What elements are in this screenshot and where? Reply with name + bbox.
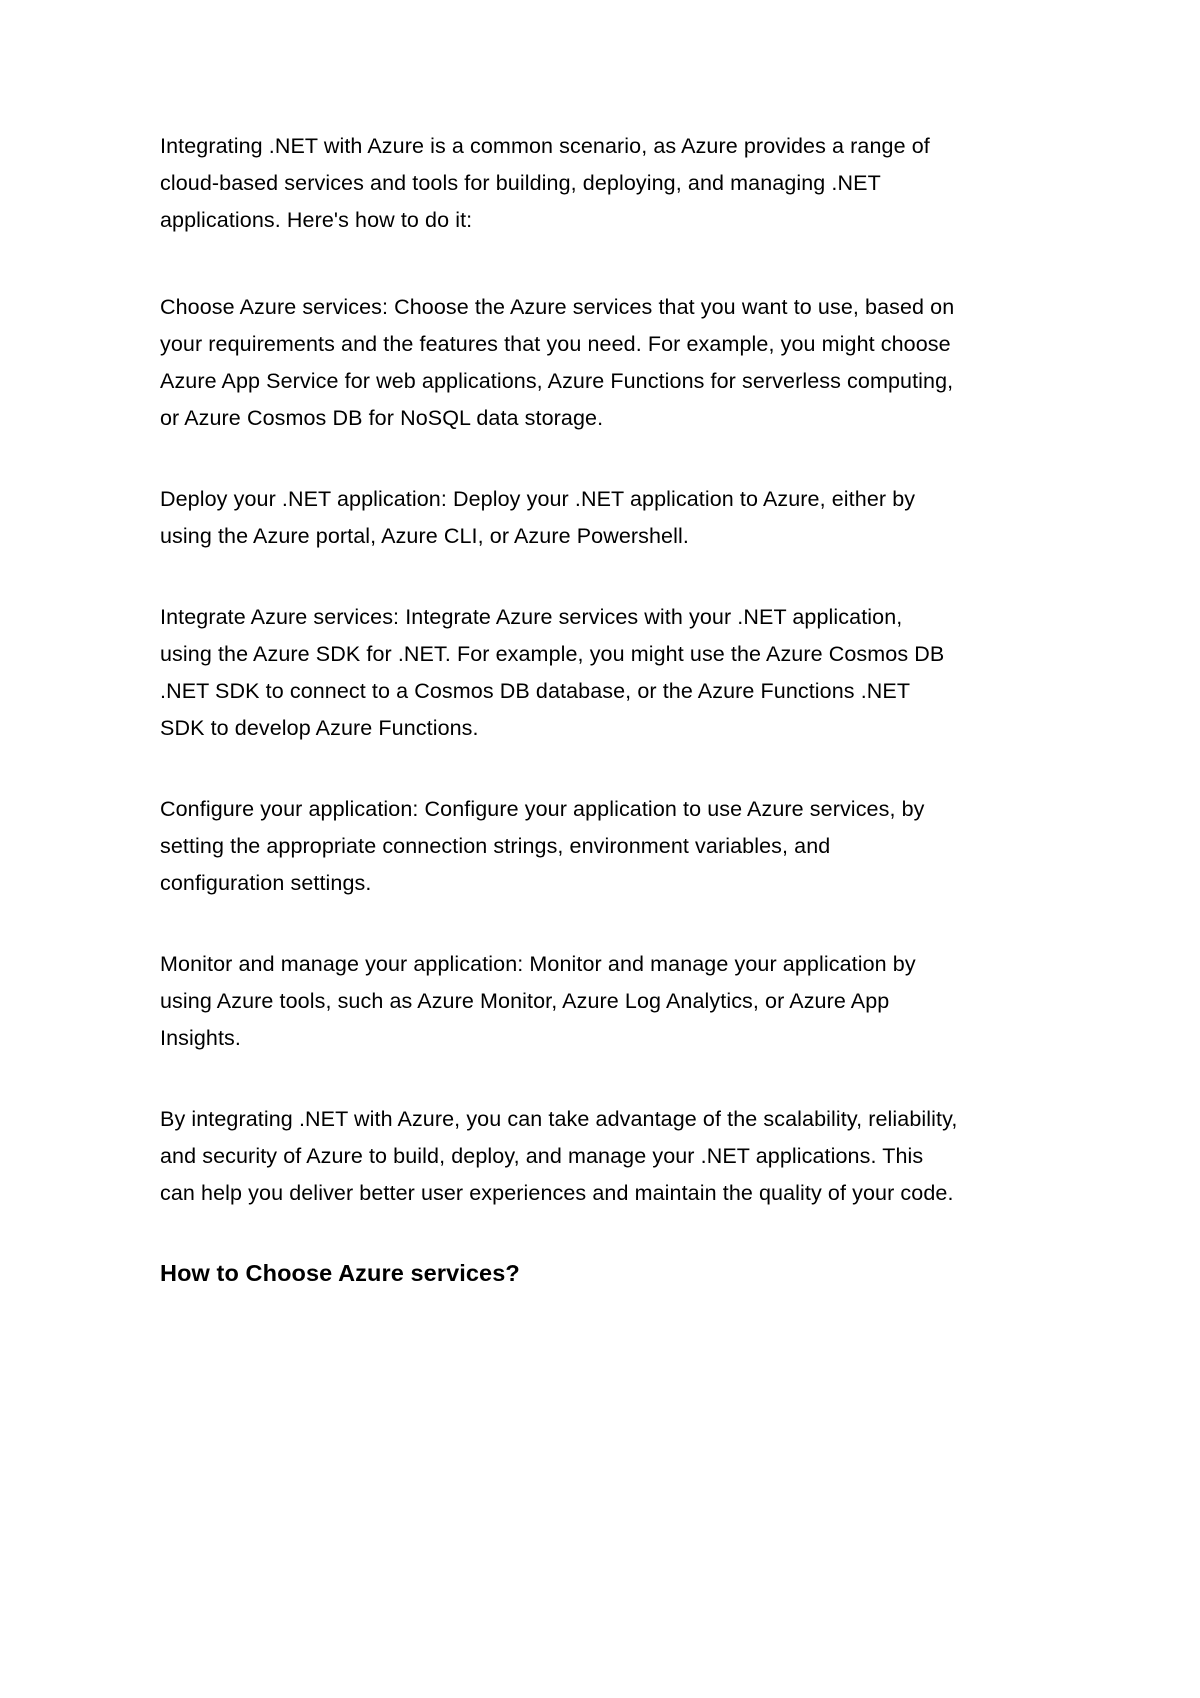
paragraph-intro: Integrating .NET with Azure is a common scenario, as Azure provides a range of cloud-based services and tools for building, deploying, and managing .NET applications. Here's how to do it:: [160, 134, 930, 232]
paragraph-choose-azure-services: Choose Azure services: Choose the Azure services that you want to use, based on your requirements and the features that you need. For example, you might choose Azure App Service for web applications, Azure Functions for serverless computing, or Azure Cosmos DB for NoSQL data storage.: [160, 295, 955, 430]
paragraph-configure-application: Configure your application: Configure your application to use Azure services, by setting the appropriate connection strings, environment variables, and configuration settings.: [160, 797, 925, 895]
paragraph-summary: By integrating .NET with Azure, you can take advantage of the scalability, reliability, and security of Azure to build, deploy, and manage your .NET applications. This can help you deliver better user experiences and maintain the quality of your code.: [160, 1107, 958, 1205]
section-heading: How to Choose Azure services?: [160, 1260, 520, 1286]
paragraph-deploy-application: Deploy your .NET application: Deploy your .NET application to Azure, either by using the Azure portal, Azure CLI, or Azure Powershell.: [160, 487, 916, 548]
paragraph-integrate-azure-services: Integrate Azure services: Integrate Azure services with your .NET application, using the Azure SDK for .NET. For example, you might use the Azure Cosmos DB .NET SDK to connect to a Cosmos DB database, or the Azure Functions .NET SDK to develop Azure Functions.: [160, 605, 945, 740]
document-body: [160, 128, 960, 1290]
paragraph-monitor-and-manage: Monitor and manage your application: Monitor and manage your application by using Azure tools, such as Azure Monitor, Azure Log Analytics, or Azure App Insights.: [160, 952, 916, 1050]
